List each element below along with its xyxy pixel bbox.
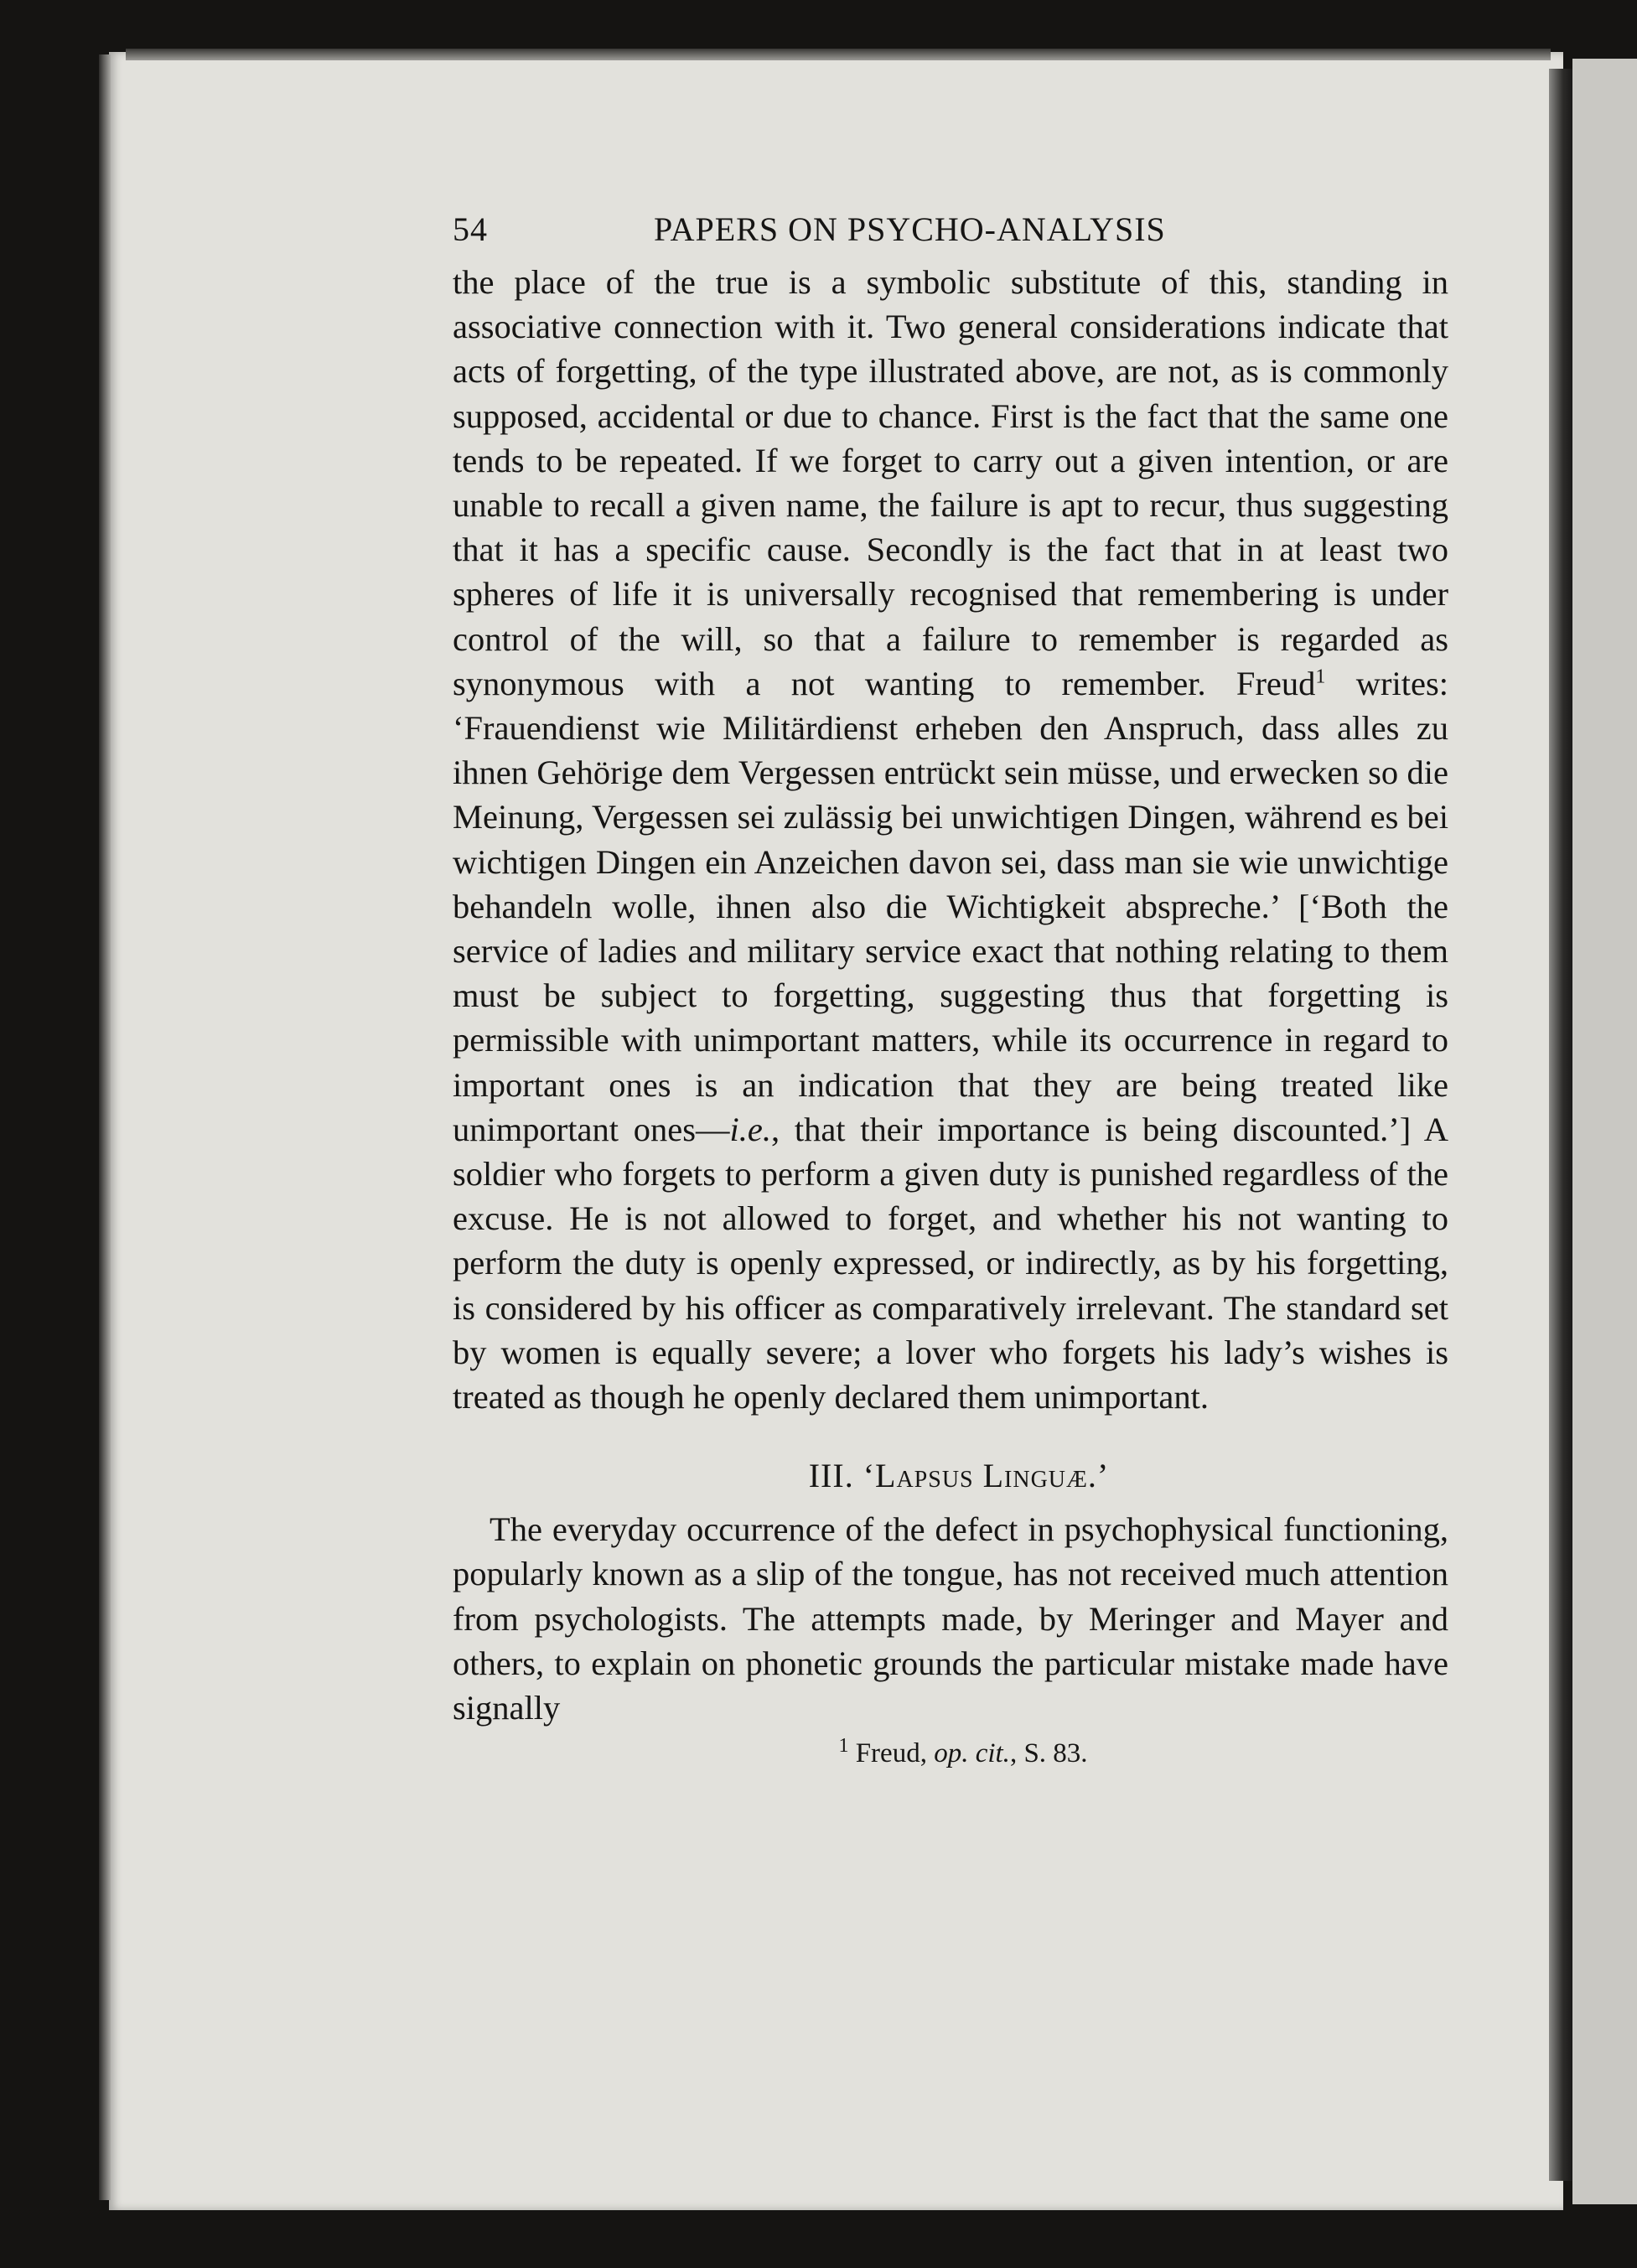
paragraph [453,260,1448,1419]
paragraph-text: writes: ‘Frauendienst wie Militärdienst erheben den Anspruch, dass alles zu ihnen Gehörige dem Vergessen entrückt sein müsse, und erwecken so die Meinung, Vergessen sei zulässig bei unwichtigen Dingen, während es bei wichtigen Dingen ein Anzeichen davon sei, dass man sie wie unwichtige behandeln wolle, ihnen also die Wichtigkeit abspreche.’ [‘Both the service of ladies and military service exact that nothing relating to them must be subject to forgetting, suggesting thus that forgetting is permissible with unimportant matters, while its occurrence in regard to important ones is an indication that they are being treated like unimportant ones— [453,664,1448,1148]
running-head [453,210,1448,260]
running-title: PAPERS ON PSYCHO-ANALYSIS [654,210,1166,248]
facing-page-edge [1572,59,1637,2204]
text-block [453,210,1448,1769]
footnote-marker: 1 [838,1735,849,1758]
spine-shadow [1549,69,1572,2181]
paragraph-text: , that their importance is being discounted.’] A soldier who forgets to perform a given duty is punished regardless of the excuse. He is not allowed to forget, and whether his not wanting to perform the duty is openly expressed, or indirectly, as by his forgetting, is considered by his officer as comparatively irrelevant. The standard set by women is equally severe; a lover who forgets his lady’s wishes is treated as though he openly declared them unimportant. [453,1110,1448,1416]
footnote-author: Freud, [848,1738,935,1769]
paragraph: The everyday occurrence of the defect in psychophysical functioning, popularly known as a slip of the tongue, has not received much attention from psychologists. The attempts made, by Meringer and Mayer and others, to explain on phonetic grounds the particular mistake made have signally [453,1510,1448,1727]
paragraph-text: the place of the true is a symbolic substitute of this, standing in associative connection with it. Two general considerations indicate that acts of forgetting, of the type illustrated above, are not, as is commonly supposed, accidental or due to chance. First is the fact that the same one tends to be repeated. If we forget to carry out a given intention, or are unable to recall a given name, the failure is apt to recur, thus suggesting that it has a specific cause. Secondly is the fact that in at least two spheres of life it is universally recognised that remembering is under control of the will, so that a failure to remember is regarded as synonymous with a not wanting to remember. Freud [453,263,1448,702]
section-heading: III. ‘Lapsus Linguæ.’ [808,1457,1110,1495]
left-binding-edge [99,54,111,2200]
body-text [453,260,1448,1730]
italic-abbreviation: i.e. [729,1110,771,1148]
page-number: 54 [453,210,488,248]
page-top-edge [126,49,1551,60]
footnote-citation: op. cit. [934,1738,1010,1769]
footnote-reference: , S. 83. [1009,1738,1088,1769]
footnote [453,1735,1448,1769]
footnote-marker: 1 [1315,665,1326,688]
